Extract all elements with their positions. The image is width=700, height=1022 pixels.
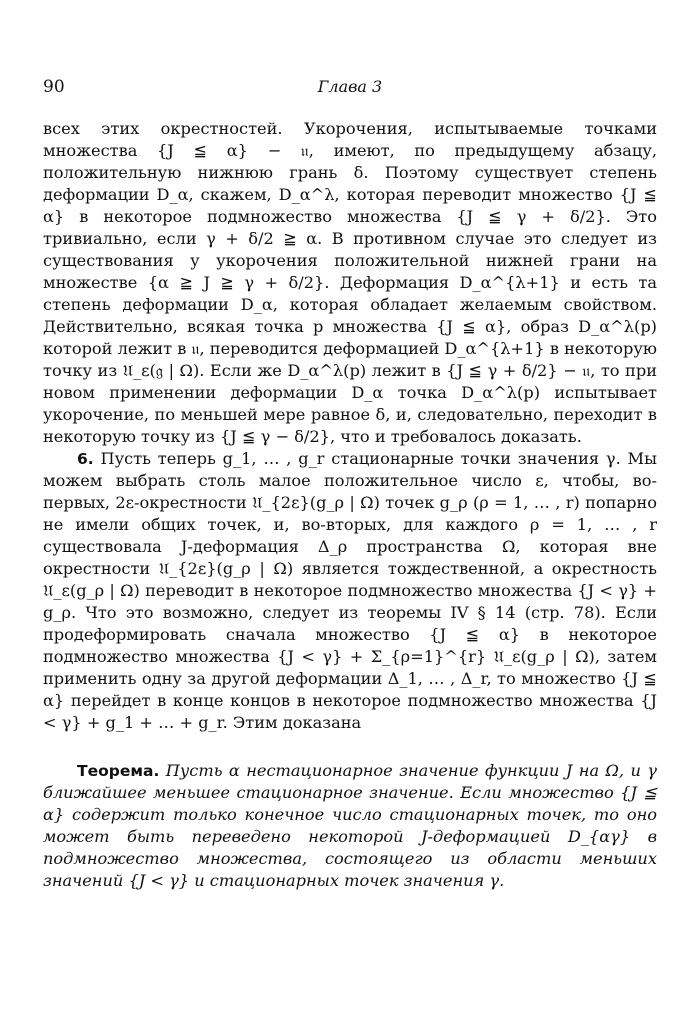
theorem-title: Теорема. xyxy=(77,762,160,780)
page-header xyxy=(43,77,657,103)
section-number: 6. xyxy=(77,450,94,468)
theorem-paragraph xyxy=(43,760,657,892)
body-text xyxy=(43,118,657,892)
page-number: 90 xyxy=(43,77,65,97)
theorem-statement: Пусть α нестационарное значение функции J на Ω, и γ ближайшее меньшее стационарное значение. Если множество {J ≦ α} содержит только конечное число стационарных точек, то оно может быть переведено некоторой J-деформацией D_{αγ} в подмножество множества, состоящего из области меньших значений {J < γ} и стационарных точек значения γ. xyxy=(43,761,657,890)
paragraph-continuation: всех этих окрестностей. Укорочения, испытываемые точками множества {J ≦ α} − 𝔲, имеют, по предыдущему абзацу, положительную нижнюю грань δ. Поэтому существует степень деформации D_α, скажем, D_α^λ, которая переводит множество {J ≦ α} в некоторое подмножество множества {J ≦ γ + δ/2}. Это тривиально, если γ + δ/2 ≧ α. В противном случае это следует из существования у укорочения положительной нижней грани на множестве {α ≧ J ≧ γ + δ/2}. Деформация D_α^{λ+1} и есть та степень деформации D_α, которая обладает желаемым свойством. Действительно, всякая точка p множества {J ≦ α}, образ D_α^λ(p) которой лежит в 𝔲, переводится деформацией D_α^{λ+1} в некоторую точку из 𝔘_ε(𝔤 | Ω). Если же D_α^λ(p) лежит в {J ≦ γ + δ/2} − 𝔲, то при новом применении деформации D_α точка D_α^λ(p) испытывает укорочение, по меньшей мере равное δ, и, следовательно, переходит в некоторую точку из {J ≦ γ − δ/2}, что и требовалось доказать. xyxy=(43,119,657,446)
chapter-title: Глава 3 xyxy=(317,77,383,96)
section-6-text: Пусть теперь g_1, … , g_r стационарные точки значения γ. Мы можем выбрать столь малое положительное число ε, чтобы, во-первых, 2ε-окрестности 𝔘_{2ε}(g_ρ | Ω) точек g_ρ (ρ = 1, … , r) попарно не имели общих точек, и, во-вторых, для каждого ρ = 1, … , r существовала J-деформация Δ_ρ пространства Ω, которая вне окрестности 𝔘_{2ε}(g_ρ | Ω) является тождественной, а окрестность 𝔘_ε(g_ρ | Ω) переводит в некоторое подмножество множества {J < γ} + g_ρ. Что это возможно, следует из теоремы IV § 14 (стр. 78). Если продеформировать сначала множество {J ≦ α} в некоторое подмножество множества {J < γ} + Σ_{ρ=1}^{r} 𝔘_ε(g_ρ | Ω), затем применить одну за другой деформации Δ_1, … , Δ_r, то множество {J ≦ α} перейдет в конце концов в некоторое подмножество множества {J < γ} + g_1 + … + g_r. Этим доказана xyxy=(43,449,657,732)
paragraph-section-6 xyxy=(43,448,657,734)
